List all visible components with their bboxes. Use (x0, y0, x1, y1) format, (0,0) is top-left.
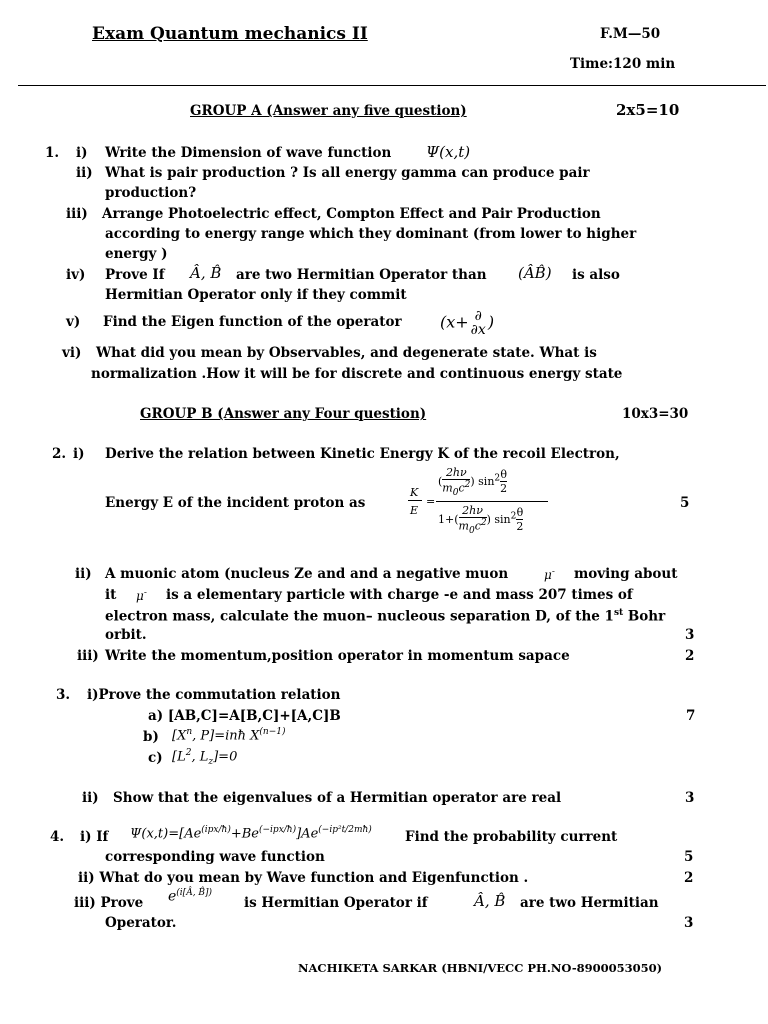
q4-i-math: $\Psi(x,t)=[Ae^{(ipx/ħ)}+Be^{(-ipx/ħ)}]Ae^{(-ip^2t/2mħ)}$ (130, 825, 372, 842)
q3-c-math: [$L^2$, $L_z]=0$ (172, 748, 238, 767)
q1-ii-line1: What is pair production ? Is all energy gamma can produce pair (105, 165, 590, 181)
q1-ii-line2: production? (105, 185, 197, 201)
q4-iii-math: $e^{(i[Â, B̂])}$ (168, 888, 213, 905)
q2-i-marks: 5 (680, 495, 690, 511)
q1-v-label: v) (66, 314, 81, 330)
q1-i-math: Ψ(x,t) (426, 143, 471, 161)
q2-i-line1: Derive the relation between Kinetic Energy K of the recoil Electron, (105, 446, 620, 462)
group-b-marks: 10x3=30 (622, 406, 689, 422)
q1-vi-label: vi) (62, 345, 82, 361)
q3-b-label: b) (143, 729, 159, 745)
q3-i-text: i)Prove the commutation relation (87, 687, 341, 703)
q1-iv-a: Prove If (105, 267, 165, 283)
q2-i-label: i) (73, 446, 85, 462)
q1-iv-math2: (ÂB̂) (518, 264, 552, 282)
q1-i-text: Write the Dimension of wave function (105, 145, 392, 161)
q2-ii-line3: electron mass, calculate the muon– nucleous separation D, of the 1st Bohr (105, 608, 666, 625)
q4-iii-label: iii) Prove (74, 895, 144, 911)
kinetic-energy-formula: K E = ( $\frac{2h\nu}{m_0c^2}$ ) $\sin^2$ $\frac{\theta}{2}$ 1+( $\frac{2h\nu}{m_0c^2}$ ) $\sin^2$ $\frac{\theta}{2}$ (408, 464, 548, 540)
q1-iv-math1: Â, B̂ (190, 264, 222, 282)
q4-i-text: Find the probability current (405, 829, 618, 845)
q2-ii-line1b: moving about (574, 566, 678, 582)
q3-a-marks: 7 (686, 708, 696, 724)
q4-i-label: i) If (80, 829, 109, 845)
q1-i-label: i) (76, 145, 88, 161)
q1-iii-label: iii) (66, 206, 88, 222)
q4-i-line2: corresponding wave function (105, 849, 325, 865)
q3-ii-label: ii) (82, 790, 99, 806)
q1-number: 1. (45, 145, 60, 161)
q1-v-text: Find the Eigen function of the operator (103, 314, 402, 330)
q1-iv-label: iv) (66, 267, 86, 283)
q2-iii-marks: 2 (685, 648, 695, 664)
q1-v-operator: (x+ ∂ ∂x ) (440, 308, 495, 338)
header-divider (18, 85, 766, 86)
q1-vi-line2: normalization .How it will be for discrete and continuous energy state (91, 366, 623, 382)
q2-ii-line4: orbit. (105, 627, 147, 643)
q1-ii-label: ii) (76, 165, 93, 181)
q4-ii-marks: 2 (684, 870, 694, 886)
exam-title: Exam Quantum mechanics II (92, 24, 368, 44)
q3-ii-text: Show that the eigenvalues of a Hermitian operator are real (113, 790, 562, 806)
q2-i-line2: Energy E of the incident proton as (105, 495, 366, 511)
q2-ii-marks: 3 (685, 627, 695, 643)
q1-vi-line1: What did you mean by Observables, and degenerate state. What is (96, 345, 597, 361)
q2-number: 2. (52, 446, 67, 462)
q3-b-math: [$X^n$, P]=inħ $X^{(n-1)}$ (172, 727, 286, 744)
muon-symbol: μ- (544, 567, 555, 582)
q4-i-marks: 5 (684, 849, 694, 865)
q1-iii-line3: energy ) (105, 246, 168, 262)
q4-number: 4. (50, 829, 65, 845)
q3-ii-marks: 3 (685, 790, 695, 806)
footer-author: NACHIKETA SARKAR (HBNI/VECC PH.NO-8900053050) (298, 961, 663, 975)
muon-symbol-2: μ- (136, 588, 147, 603)
q4-iii-math2: Â, B̂ (474, 892, 506, 910)
q3-a: a) [AB,C]=A[B,C]+[A,C]B (148, 708, 341, 724)
q1-iii-line1: Arrange Photoelectric effect, Compton Effect and Pair Production (102, 206, 601, 222)
q2-ii-line2a: it (105, 587, 117, 603)
group-a-heading: GROUP A (Answer any five question) (190, 103, 467, 119)
group-b-heading: GROUP B (Answer any Four question) (140, 406, 427, 422)
q1-iii-line2: according to energy range which they dominant (from lower to higher (105, 226, 637, 242)
q2-ii-line2b: is a elementary particle with charge -e and mass 207 times of (166, 587, 633, 603)
q2-iii-text: Write the momentum,position operator in momentum sapace (105, 648, 570, 664)
q1-iv-b: are two Hermitian Operator than (236, 267, 487, 283)
q4-iii-marks: 3 (684, 915, 694, 931)
q4-iii-text2: are two Hermitian (520, 895, 659, 911)
q4-iii-text: is Hermitian Operator if (244, 895, 428, 911)
q2-ii-line1: A muonic atom (nucleus Ze and and a negative muon (105, 566, 509, 582)
q1-iv-c: is also (572, 267, 620, 283)
q1-iv-line2: Hermitian Operator only if they commit (105, 287, 407, 303)
group-a-marks: 2x5=10 (616, 101, 680, 119)
full-marks: F.M—50 (600, 26, 661, 42)
q2-iii-label: iii) (77, 648, 99, 664)
q3-c-label: c) (148, 750, 163, 766)
time-limit: Time:120 min (570, 56, 676, 72)
q2-ii-label: ii) (75, 566, 92, 582)
q4-iii-line2: Operator. (105, 915, 177, 931)
q3-number: 3. (56, 687, 71, 703)
q4-ii-text: ii) What do you mean by Wave function and Eigenfunction . (78, 870, 529, 886)
